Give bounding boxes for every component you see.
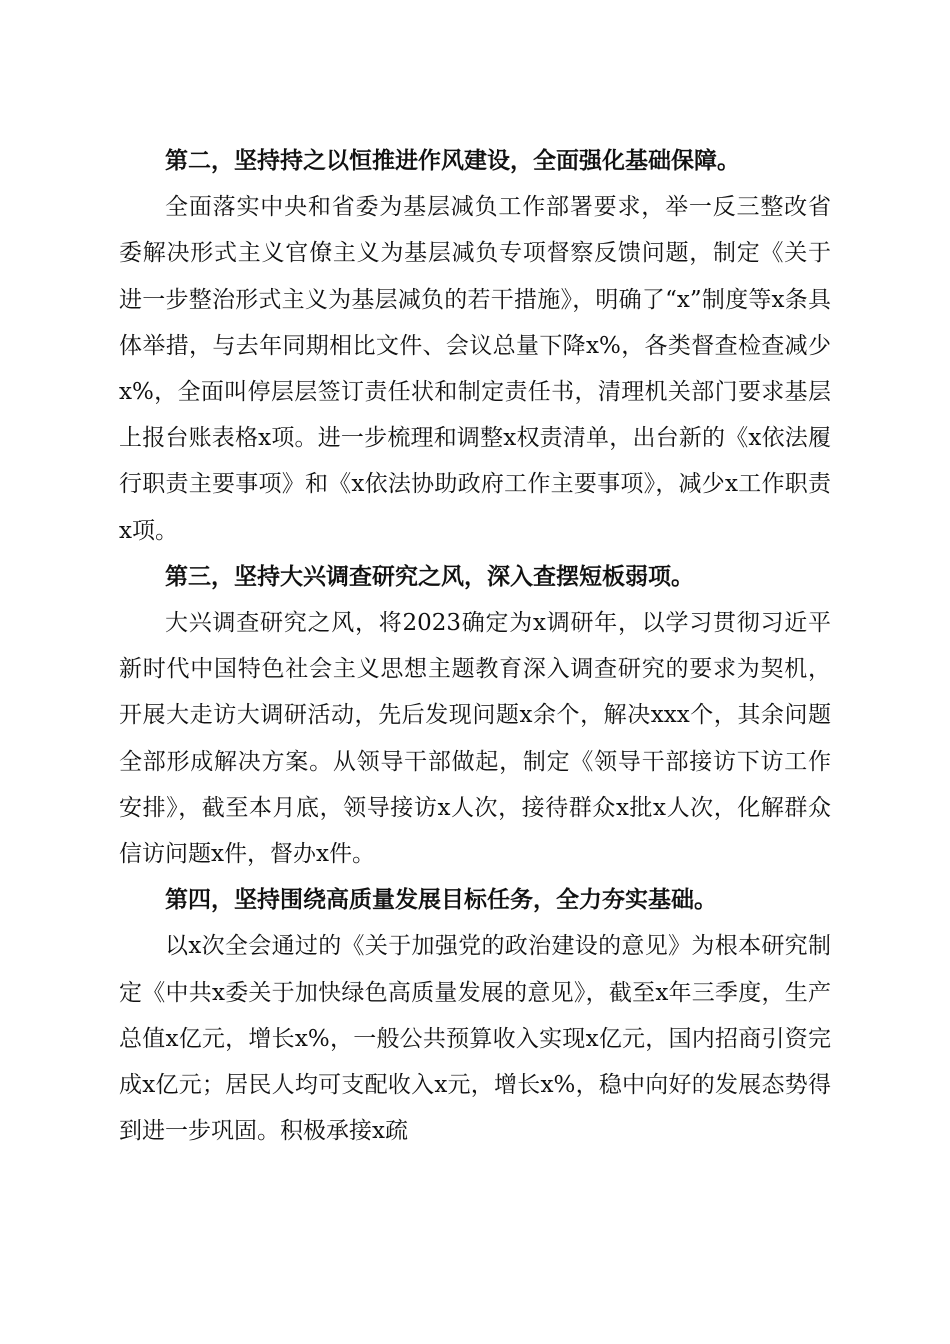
- section-heading-2: 第二，坚持持之以恒推进作风建设，全面强化基础保障。: [165, 147, 740, 174]
- body-paragraph-4: 以x次全会通过的《关于加强党的政治建设的意见》为根本研究制定《中共x委关于加快绿色高质量发展的意见》，截至x年三季度，生产总值x亿元，增长x%，一般公共预算收入实现x亿元，国内招商引资完成x亿元；居民人均可支配收入x元，增长x%，稳中向好的发展态势得到进一步巩固。积极承接x疏: [119, 933, 831, 1145]
- body-paragraph-3: 大兴调查研究之风，将2023确定为x调研年，以学习贯彻习近平新时代中国特色社会主义思想主题教育深入调查研究的要求为契机，开展大走访大调研活动，先后发现问题x余个，解决xxx个，其余问题全部形成解决方案。从领导干部做起，制定《领导干部接访下访工作安排》，截至本月底，领导接访x人次，接待群众x批x人次，化解群众信访问题x件，督办x件。: [119, 610, 831, 868]
- section-heading-3: 第三，坚持大兴调查研究之风，深入查摆短板弱项。: [165, 562, 694, 590]
- document-body: [119, 138, 831, 1154]
- section-heading-4: 第四，坚持围绕高质量发展目标任务，全力夯实基础。: [165, 886, 717, 914]
- body-paragraph-2: 全面落实中央和省委为基层减负工作部署要求，举一反三整改省委解决形式主义官僚主义为基层减负专项督察反馈问题，制定《关于进一步整治形式主义为基层减负的若干措施》，明确了“x”制度等x条具体举措，与去年同期相比文件、会议总量下降x%，各类督查检查减少x%，全面叫停层层签订责任状和制定责任书，清理机关部门要求基层上报台账表格x项。进一步梳理和调整x权责清单，出台新的《x依法履行职责主要事项》和《x依法协助政府工作主要事项》，减少x工作职责x项。: [119, 194, 831, 544]
